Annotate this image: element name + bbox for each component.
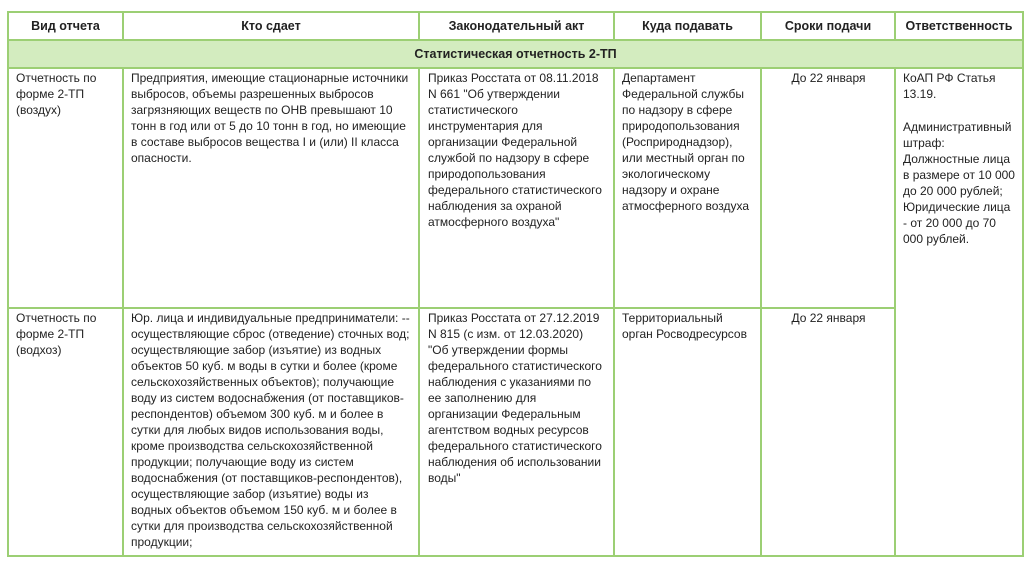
header-liability: Ответственность (895, 12, 1023, 40)
header-report-type: Вид отчета (8, 12, 123, 40)
deadline-cell: До 22 января (791, 71, 866, 85)
legal-act-cell: Приказ Росстата от 08.11.2018 N 661 "Об утверждении статистического инструментария для организации Федеральной службой по надзору в сфере природопользования федерального статистического наблюдения за охраной атмосферного воздуха" (428, 71, 602, 229)
header-legal-act: Законодательный акт (419, 12, 614, 40)
report-type-cell: Отчетность по форме 2-ТП (воздух) (16, 71, 97, 117)
where-to-submit-cell: Территориальный орган Росводресурсов (622, 311, 747, 341)
header-row (8, 12, 1023, 40)
header-who-submits: Кто сдает (123, 12, 419, 40)
reporting-table (7, 11, 1024, 557)
where-to-submit-cell: Департамент Федеральной службы по надзору в сфере природопользования (Росприроднадзор), или местный орган по экологическому надзору и охране атмосферного воздуха (622, 71, 750, 213)
liability-fine: Административный штраф: Должностные лица в размере от 10 000 до 20 000 рублей; Юридические лица - от 20 000 до 70 000 рублей. (903, 120, 1015, 246)
liability-article: КоАП РФ Статья 13.19. (903, 71, 996, 101)
table-row (8, 308, 1023, 556)
legal-act-cell: Приказ Росстата от 27.12.2019 N 815 (с изм. от 12.03.2020) "Об утверждении формы федерального статистического наблюдения с указаниями по ее заполнению для организации Федеральным агентством водных ресурсов федерального статистического наблюдения об использовании воды" (428, 311, 602, 485)
who-submits-cell: Предприятия, имеющие стационарные источники выбросов, объемы разрешенных выбросов загрязняющих веществ по ОНВ превышают 10 тонн в год или от 5 до 10 тонн в год, но имеющие в составе выбросов вещества I и (или) II класса опасности. (131, 71, 409, 165)
report-type-cell: Отчетность по форме 2-ТП (водхоз) (16, 311, 97, 357)
header-deadline: Сроки подачи (761, 12, 895, 40)
section-row (8, 40, 1023, 68)
deadline-cell: До 22 января (791, 311, 866, 325)
who-submits-cell: Юр. лица и индивидуальные предприниматели: -- осуществляющие сброс (отведение) сточных вод; осуществляющие забор (изъятие) из водных объектов 50 куб. м воды в сутки и более (кроме сельскохозяйственных объектов); получающие воду из систем водоснабжения (от поставщиков-респондентов) объемом 300 куб. м и более в сутки для любых видов использования воды, кроме производства сельскохозяйственной продукции; получающие воду из систем водоснабжения (от поставщиков-респондентов), осуществляющие забор (изъятие) воды из водных объектов объемом 150 куб. м и более в сутки для производства сельскохозяйственной продукции; (131, 311, 410, 549)
section-title: Статистическая отчетность 2-ТП (8, 40, 1023, 68)
table-row (8, 68, 1023, 308)
header-where-to-submit: Куда подавать (614, 12, 761, 40)
